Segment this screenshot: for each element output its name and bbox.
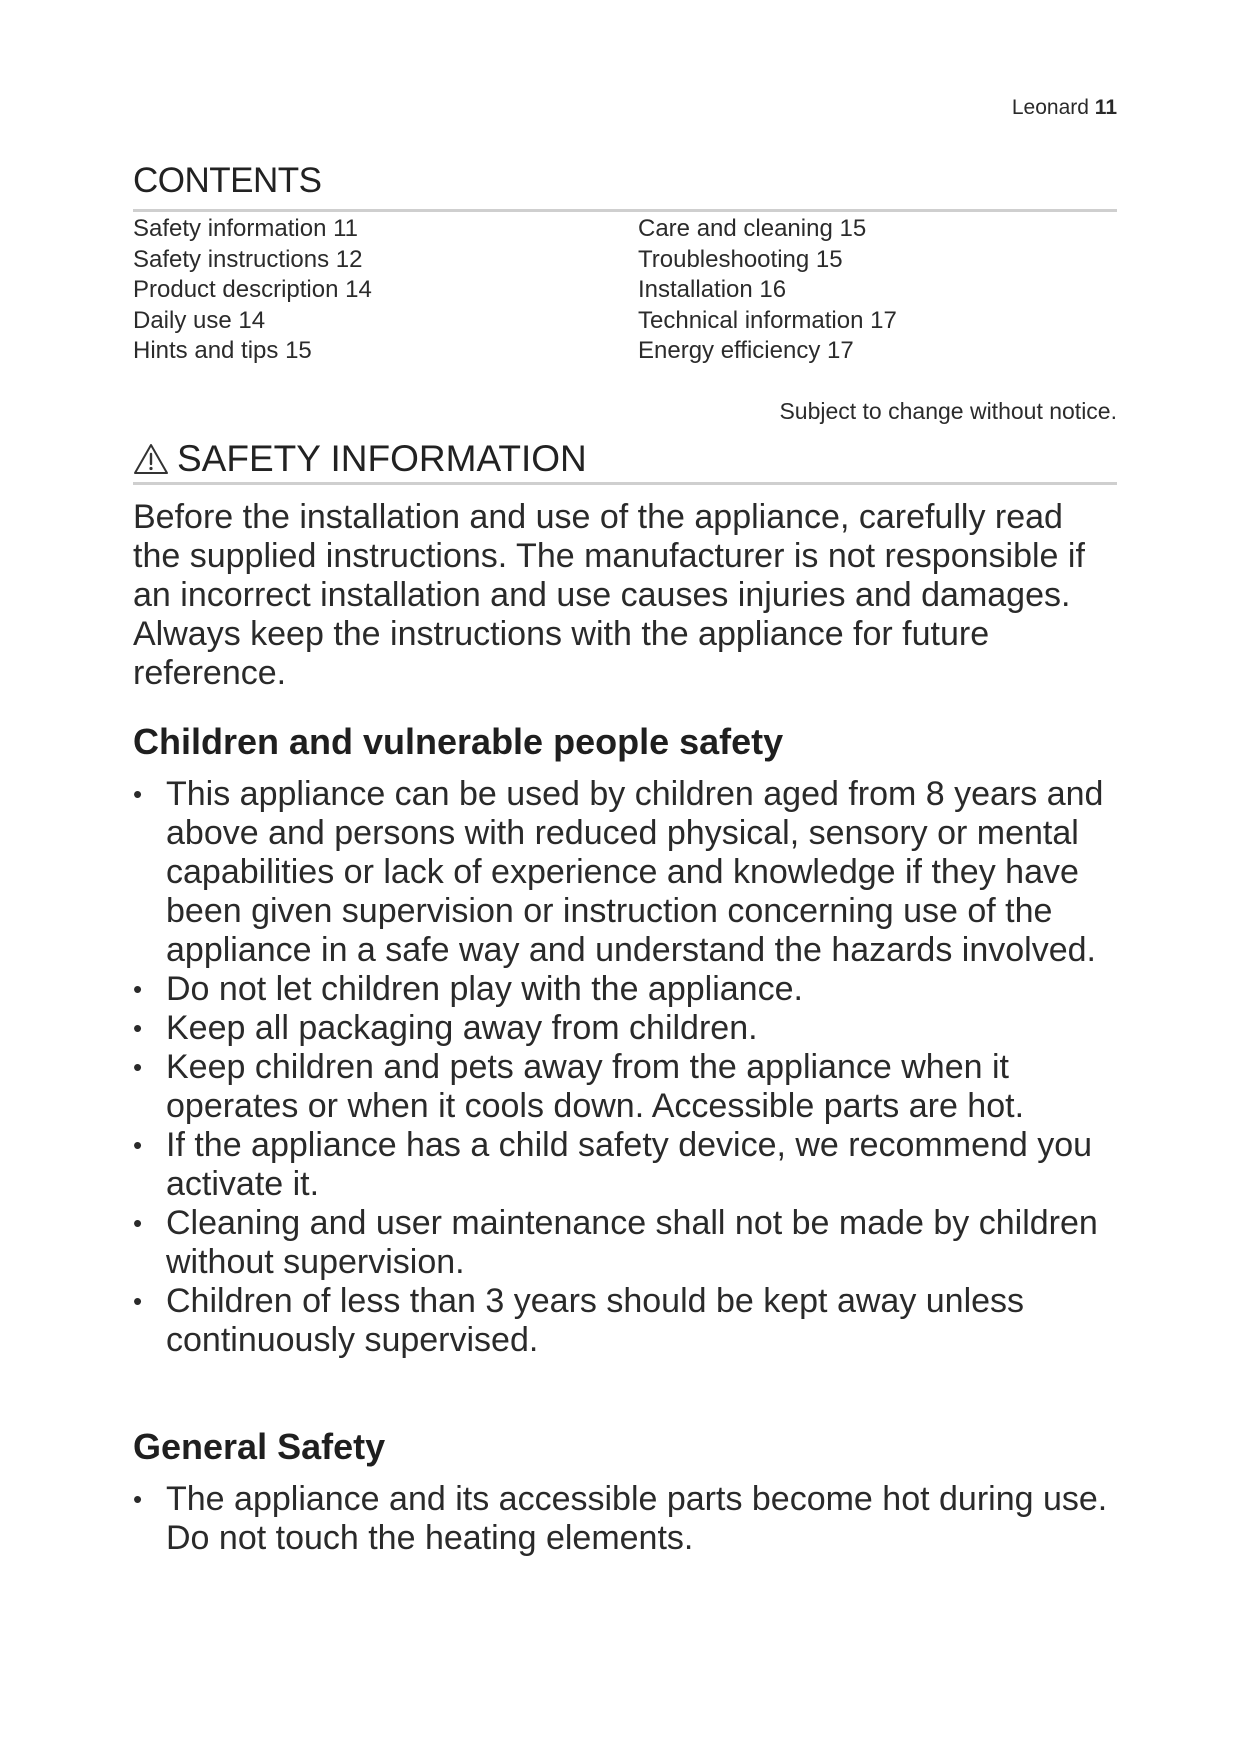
bullet-icon: • [133, 974, 143, 1004]
change-notice: Subject to change without notice. [779, 398, 1117, 424]
toc-item[interactable]: Technical information 17 [638, 306, 897, 334]
list-item-text: This appliance can be used by children aged from 8 years and above and persons with reduced physical, sensory or mental capabilities or lack of experience and knowledge if they have been given supervision or instruction concerning use of the appliance in a safe way and understand the hazards involved. [166, 775, 1104, 969]
list-item-text: Cleaning and user maintenance shall not be made by children without supervision. [166, 1204, 1098, 1281]
toc-column-right [638, 214, 897, 367]
toc-item[interactable]: Product description 14 [133, 276, 372, 303]
list-item [133, 1480, 1117, 1558]
bullet-icon: • [133, 1052, 143, 1082]
list-item [133, 1009, 1117, 1048]
toc-item[interactable]: Installation 16 [638, 276, 787, 303]
toc-item[interactable]: Daily use 14 [133, 306, 266, 334]
bullet-icon: • [133, 779, 143, 809]
children-safety-heading: Children and vulnerable people safety [133, 721, 784, 762]
safety-divider [133, 482, 1117, 485]
toc-item[interactable]: Troubleshooting 15 [638, 245, 843, 273]
page-number: 11 [1094, 96, 1117, 119]
list-item [133, 1048, 1117, 1126]
brand-name: Leonard [1011, 96, 1089, 119]
toc-column-left [133, 214, 372, 367]
list-item-text: Do not let children play with the appliance. [166, 970, 803, 1008]
list-item [133, 1204, 1117, 1282]
list-item [133, 970, 1117, 1009]
toc-item[interactable]: Safety instructions 12 [133, 245, 363, 273]
toc-item[interactable]: Hints and tips 15 [133, 337, 312, 364]
safety-intro-paragraph: Before the installation and use of the appliance, carefully read the supplied instructions. The manufacturer is not responsible if an incorrect installation and use causes injuries and damages. Always keep the instructions with the appliance for future reference. [133, 498, 1085, 692]
running-header [1012, 96, 1117, 120]
safety-title-text: SAFETY INFORMATION [177, 438, 587, 479]
contents-title: CONTENTS [133, 161, 322, 200]
general-safety-heading: General Safety [133, 1426, 386, 1467]
toc-item[interactable]: Care and cleaning 15 [638, 215, 867, 242]
bullet-icon: • [133, 1208, 143, 1238]
bullet-icon: • [133, 1286, 143, 1316]
safety-information-title [133, 440, 587, 477]
list-item-text: Keep all packaging away from children. [166, 1009, 758, 1047]
toc-item[interactable]: Safety information 11 [133, 215, 359, 242]
contents-divider [133, 209, 1117, 212]
list-item-text: The appliance and its accessible parts become hot during use. Do not touch the heating elements. [166, 1480, 1108, 1557]
bullet-icon: • [133, 1013, 143, 1043]
list-item [133, 1282, 1117, 1360]
general-safety-list [133, 1480, 1117, 1558]
toc-item[interactable]: Energy efficiency 17 [638, 337, 854, 364]
warning-icon [133, 443, 169, 475]
list-item-text: Keep children and pets away from the appliance when it operates or when it cools down. Accessible parts are hot. [166, 1048, 1025, 1125]
bullet-icon: • [133, 1484, 143, 1514]
list-item [133, 1126, 1117, 1204]
list-item [133, 775, 1117, 970]
bullet-icon: • [133, 1130, 143, 1160]
children-safety-list [133, 775, 1117, 1360]
list-item-text: If the appliance has a child safety device, we recommend you activate it. [166, 1126, 1093, 1203]
list-item-text: Children of less than 3 years should be kept away unless continuously supervised. [166, 1282, 1025, 1359]
